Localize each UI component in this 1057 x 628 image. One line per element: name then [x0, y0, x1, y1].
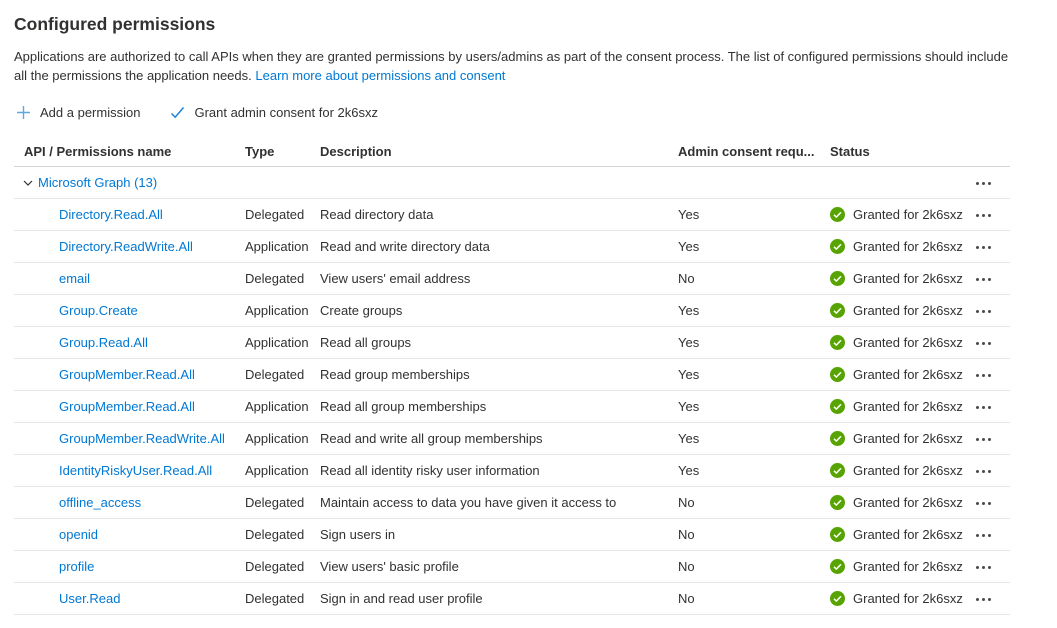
granted-check-circle-icon [830, 207, 845, 222]
permission-name-link[interactable]: profile [59, 559, 95, 574]
permission-description: Sign in and read user profile [320, 591, 483, 606]
permission-row[interactable] [14, 391, 1010, 423]
admin-consent-required-value: No [678, 495, 695, 510]
permission-type: Application [245, 463, 309, 478]
admin-consent-required-value: No [678, 559, 695, 574]
admin-consent-required-value: Yes [678, 431, 700, 446]
status-text: Granted for 2k6sxz [853, 527, 963, 542]
more-options-icon[interactable] [976, 176, 994, 190]
permission-type: Application [245, 303, 309, 318]
permission-row[interactable] [14, 519, 1010, 551]
permission-type: Application [245, 431, 309, 446]
header-admin-consent-required[interactable]: Admin consent requ... [678, 143, 815, 159]
status-cell [820, 527, 970, 542]
permission-name-link[interactable]: GroupMember.Read.All [59, 367, 195, 382]
admin-consent-required-value: Yes [678, 367, 700, 382]
status-cell [820, 207, 970, 222]
status-cell [820, 463, 970, 478]
permission-name-link[interactable]: Directory.Read.All [59, 207, 163, 222]
api-group-link[interactable]: Microsoft Graph (13) [38, 175, 158, 190]
permission-name-link[interactable]: offline_access [59, 495, 142, 510]
permission-row[interactable] [14, 359, 1010, 391]
status-cell [820, 591, 970, 606]
status-text: Granted for 2k6sxz [853, 271, 963, 286]
status-cell [820, 399, 970, 414]
permission-row[interactable] [14, 583, 1010, 615]
header-type[interactable]: Type [245, 143, 275, 159]
description-text: Applications are authorized to call APIs when they are granted permissions by users/admins as part of the consent process. The list of configured permissions should include all the permissions the application needs. [14, 49, 1009, 83]
permission-description: Read directory data [320, 207, 434, 222]
permission-description: Read all group memberships [320, 399, 487, 414]
status-cell [820, 431, 970, 446]
permission-name-link[interactable]: openid [59, 527, 99, 542]
more-options-icon[interactable] [976, 304, 994, 318]
permission-type: Delegated [245, 207, 305, 222]
status-cell [820, 239, 970, 254]
status-cell [820, 271, 970, 286]
learn-more-link[interactable]: Learn more about permissions and consent [255, 68, 506, 83]
more-options-icon[interactable] [976, 336, 994, 350]
permission-description: Create groups [320, 303, 403, 318]
granted-check-circle-icon [830, 463, 845, 478]
status-cell [820, 335, 970, 350]
status-text: Granted for 2k6sxz [853, 207, 963, 222]
status-text: Granted for 2k6sxz [853, 335, 963, 350]
permission-description: Read and write directory data [320, 239, 490, 254]
status-cell [820, 303, 970, 318]
permission-name-link[interactable]: Group.Create [59, 303, 138, 318]
page-title: Configured permissions [14, 14, 216, 34]
permission-type: Delegated [245, 527, 305, 542]
granted-check-circle-icon [830, 271, 845, 286]
grant-admin-consent-label: Grant admin consent for 2k6sxz [194, 105, 378, 120]
admin-consent-required-value: Yes [678, 335, 700, 350]
permission-type: Delegated [245, 271, 305, 286]
permission-type: Application [245, 399, 309, 414]
permission-row[interactable] [14, 455, 1010, 487]
permission-row[interactable] [14, 487, 1010, 519]
permission-description: View users' email address [320, 271, 471, 286]
more-options-icon[interactable] [976, 208, 994, 222]
admin-consent-required-value: No [678, 271, 695, 286]
granted-check-circle-icon [830, 527, 845, 542]
permission-description: View users' basic profile [320, 559, 459, 574]
more-options-icon[interactable] [976, 368, 994, 382]
admin-consent-required-value: Yes [678, 303, 700, 318]
status-text: Granted for 2k6sxz [853, 303, 963, 318]
check-icon [170, 106, 185, 119]
permission-row[interactable] [14, 199, 1010, 231]
permission-type: Application [245, 239, 309, 254]
admin-consent-required-value: Yes [678, 399, 700, 414]
status-cell [820, 367, 970, 382]
permission-row[interactable] [14, 263, 1010, 295]
header-api-permissions-name[interactable]: API / Permissions name [24, 143, 172, 159]
more-options-icon[interactable] [976, 464, 994, 478]
permission-row[interactable] [14, 295, 1010, 327]
more-options-icon[interactable] [976, 400, 994, 414]
status-text: Granted for 2k6sxz [853, 591, 963, 606]
more-options-icon[interactable] [976, 240, 994, 254]
header-description[interactable]: Description [320, 143, 392, 159]
status-text: Granted for 2k6sxz [853, 495, 963, 510]
admin-consent-required-value: Yes [678, 463, 700, 478]
granted-check-circle-icon [830, 367, 845, 382]
permission-name-link[interactable]: email [59, 271, 91, 286]
status-text: Granted for 2k6sxz [853, 367, 963, 382]
chevron-down-icon[interactable] [22, 177, 34, 189]
granted-check-circle-icon [830, 495, 845, 510]
admin-consent-required-value: No [678, 527, 695, 542]
permission-description: Read group memberships [320, 367, 470, 382]
permission-name-link[interactable]: GroupMember.Read.All [59, 399, 195, 414]
permission-name-link[interactable]: Group.Read.All [59, 335, 148, 350]
permission-name-link[interactable]: Directory.ReadWrite.All [59, 239, 193, 254]
permission-type: Delegated [245, 591, 305, 606]
permission-type: Application [245, 335, 309, 350]
permission-name-link[interactable]: GroupMember.ReadWrite.All [59, 431, 225, 446]
table-body [14, 199, 1010, 615]
granted-check-circle-icon [830, 303, 845, 318]
permissions-toolbar [16, 103, 1043, 122]
granted-check-circle-icon [830, 591, 845, 606]
more-options-icon[interactable] [976, 560, 994, 574]
status-cell [820, 495, 970, 510]
permission-row[interactable] [14, 231, 1010, 263]
granted-check-circle-icon [830, 335, 845, 350]
admin-consent-required-value: No [678, 591, 695, 606]
granted-check-circle-icon [830, 559, 845, 574]
group-name-cell [14, 175, 235, 190]
permission-description: Maintain access to data you have given it access to [320, 495, 617, 510]
permission-row[interactable] [14, 551, 1010, 583]
permission-name-link[interactable]: User.Read [59, 591, 121, 606]
add-permission-label: Add a permission [40, 105, 141, 120]
granted-check-circle-icon [830, 431, 845, 446]
permission-row[interactable] [14, 423, 1010, 455]
status-text: Granted for 2k6sxz [853, 431, 963, 446]
permission-type: Delegated [245, 367, 305, 382]
status-text: Granted for 2k6sxz [853, 399, 963, 414]
more-options-icon[interactable] [976, 272, 994, 286]
more-options-icon[interactable] [976, 496, 994, 510]
status-text: Granted for 2k6sxz [853, 463, 963, 478]
permission-description: Read all identity risky user information [320, 463, 540, 478]
permission-row[interactable] [14, 327, 1010, 359]
permission-description: Read and write all group memberships [320, 431, 543, 446]
plus-icon [16, 105, 31, 120]
status-text: Granted for 2k6sxz [853, 239, 963, 254]
permission-description: Sign users in [320, 527, 396, 542]
more-options-icon[interactable] [976, 432, 994, 446]
permission-name-link[interactable]: IdentityRiskyUser.Read.All [59, 463, 213, 478]
permissions-table [14, 136, 1010, 615]
header-status[interactable]: Status [830, 143, 870, 159]
more-options-icon[interactable] [976, 592, 994, 606]
add-permission-button[interactable] [16, 103, 140, 122]
grant-admin-consent-button[interactable] [170, 103, 378, 122]
more-options-icon[interactable] [976, 528, 994, 542]
granted-check-circle-icon [830, 239, 845, 254]
api-group-row-microsoft-graph[interactable] [14, 167, 1010, 199]
permission-type: Delegated [245, 495, 305, 510]
page-description [14, 47, 1018, 85]
table-header-row [14, 136, 1010, 167]
granted-check-circle-icon [830, 399, 845, 414]
permission-description: Read all groups [320, 335, 412, 350]
admin-consent-required-value: Yes [678, 239, 700, 254]
permission-type: Delegated [245, 559, 305, 574]
admin-consent-required-value: Yes [678, 207, 700, 222]
status-cell [820, 559, 970, 574]
status-text: Granted for 2k6sxz [853, 559, 963, 574]
